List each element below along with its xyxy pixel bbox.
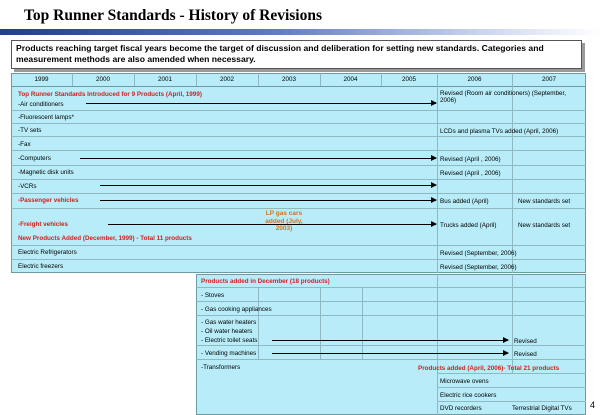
- page-title: Top Runner Standards - History of Revisions: [24, 7, 323, 24]
- lower-row-divider: [437, 373, 586, 374]
- section-title-18-products: Products added in December (18 products): [201, 278, 330, 285]
- row-label-computers: -Computers: [18, 155, 51, 162]
- row-divider: [11, 179, 586, 180]
- lower-column-divider: [362, 287, 363, 359]
- row-divider: [11, 110, 586, 111]
- intro-text: Products reaching target fiscal years become the target of discussion and deliberation for setting new standards. Categories and measurement methods are also amended when necessary.: [16, 43, 544, 64]
- note-freight-trucks: Trucks added (April): [440, 222, 497, 229]
- lower-row-divider: [196, 345, 586, 346]
- lower-row-divider: [437, 401, 586, 402]
- row-label-dvd-recorders: DVD recorders: [440, 405, 482, 412]
- lower-row-divider: [196, 301, 586, 302]
- row-label-passenger-vehicles: -Passenger vehicles: [18, 197, 79, 204]
- lower-row-divider: [196, 287, 586, 288]
- section-title-21-products: Products added (April, 2006)- Total 21 products: [418, 365, 560, 372]
- arrow-air-conditioners: [86, 103, 436, 104]
- note-passenger-bus: Bus added (April): [440, 198, 489, 205]
- row-label-gas-cooking: - Gas cooking appliances: [201, 306, 272, 313]
- row-divider: [11, 259, 586, 260]
- row-label-transformers: -Transformers: [201, 364, 241, 371]
- row-label-electric-refrigerators: Electric Refrigerators: [18, 249, 77, 256]
- row-label-air-conditioners: -Air conditioners: [18, 101, 64, 108]
- lower-column-divider: [258, 287, 259, 359]
- year-2006: 2006: [467, 76, 482, 83]
- section-title-11-products: New Products Added (December, 1999) - Total 11 products: [18, 235, 192, 242]
- row-label-fax: -Fax: [18, 141, 31, 148]
- year-2005: 2005: [401, 76, 416, 83]
- note-tv-sets: LCDs and plasma TVs added (April, 2006): [440, 128, 559, 135]
- note-freight-new-standards: New standards set: [518, 222, 571, 229]
- note-vending-revised: Revised: [514, 351, 537, 358]
- lp-gas-note: LP gas cars added (July, 2003): [265, 210, 303, 232]
- year-header-divider: [11, 86, 586, 87]
- row-label-fluorescent-lamps: -Fluorescent lamps*: [18, 114, 74, 121]
- section-title-9-products: Top Runner Standards Introduced for 9 Products (April, 1999): [18, 91, 202, 98]
- intro-box: [11, 40, 582, 69]
- year-2003: 2003: [281, 76, 296, 83]
- lower-row-divider: [196, 359, 586, 360]
- row-label-stoves: - Stoves: [201, 292, 225, 299]
- year-divider: [437, 73, 438, 273]
- row-label-tv-sets: -TV sets: [18, 127, 42, 134]
- row-label-oil-water-heaters: - Oil water heaters: [201, 328, 253, 335]
- row-divider: [11, 123, 586, 124]
- year-2004: 2004: [343, 76, 358, 83]
- row-label-electric-toilet-seats: - Electric toilet seats: [201, 337, 258, 344]
- lower-row-divider: [196, 315, 586, 316]
- arrow-passenger-vehicles: [100, 200, 436, 201]
- year-1999: 1999: [34, 76, 49, 83]
- note-refrigerators: Revised (September, 2006): [440, 250, 517, 257]
- note-computers: Revised (April , 2006): [440, 156, 501, 163]
- note-freezers: Revised (September, 2006): [440, 264, 517, 271]
- row-divider: [11, 208, 586, 209]
- row-label-vcrs: -VCRs: [18, 183, 37, 190]
- row-label-electric-freezers: Electric freezers: [18, 263, 64, 270]
- lower-row-divider: [437, 387, 586, 388]
- arrow-freight-vehicles: [108, 224, 436, 225]
- row-label-vending-machines: - Vending machines: [201, 350, 257, 357]
- year-2002: 2002: [219, 76, 234, 83]
- note-passenger-new-standards: New standards set: [518, 198, 571, 205]
- row-divider: [11, 245, 586, 246]
- title-underline-bar: [0, 29, 600, 35]
- row-divider: [11, 165, 586, 166]
- row-label-freight-vehicles: -Freight vehicles: [18, 221, 69, 228]
- row-divider: [11, 150, 586, 151]
- arrow-vcrs: [100, 185, 436, 186]
- row-divider: [11, 136, 586, 137]
- row-label-gas-water-heaters: - Gas water heaters: [201, 319, 257, 326]
- note-toilet-revised: Revised: [514, 338, 537, 345]
- year-2000: 2000: [95, 76, 110, 83]
- lower-column-divider: [320, 287, 321, 359]
- page-number: 4: [590, 400, 596, 410]
- note-air-conditioners: Revised (Room air conditioners) (September, 2006): [440, 90, 566, 104]
- arrow-vending-machines: [272, 353, 508, 354]
- arrow-computers: [80, 158, 436, 159]
- year-2007: 2007: [541, 76, 556, 83]
- row-divider: [11, 193, 586, 194]
- year-2001: 2001: [157, 76, 172, 83]
- row-label-microwave-ovens: Microwave ovens: [440, 378, 489, 385]
- note-magnetic-disk: Revised (April , 2006): [440, 170, 501, 177]
- row-label-rice-cookers: Electric rice cookers: [440, 392, 497, 399]
- row-label-digital-tvs: Terrestrial Digital TVs: [512, 405, 572, 412]
- arrow-electric-toilet-seats: [272, 340, 508, 341]
- row-label-magnetic-disk: -Magnetic disk units: [18, 169, 74, 176]
